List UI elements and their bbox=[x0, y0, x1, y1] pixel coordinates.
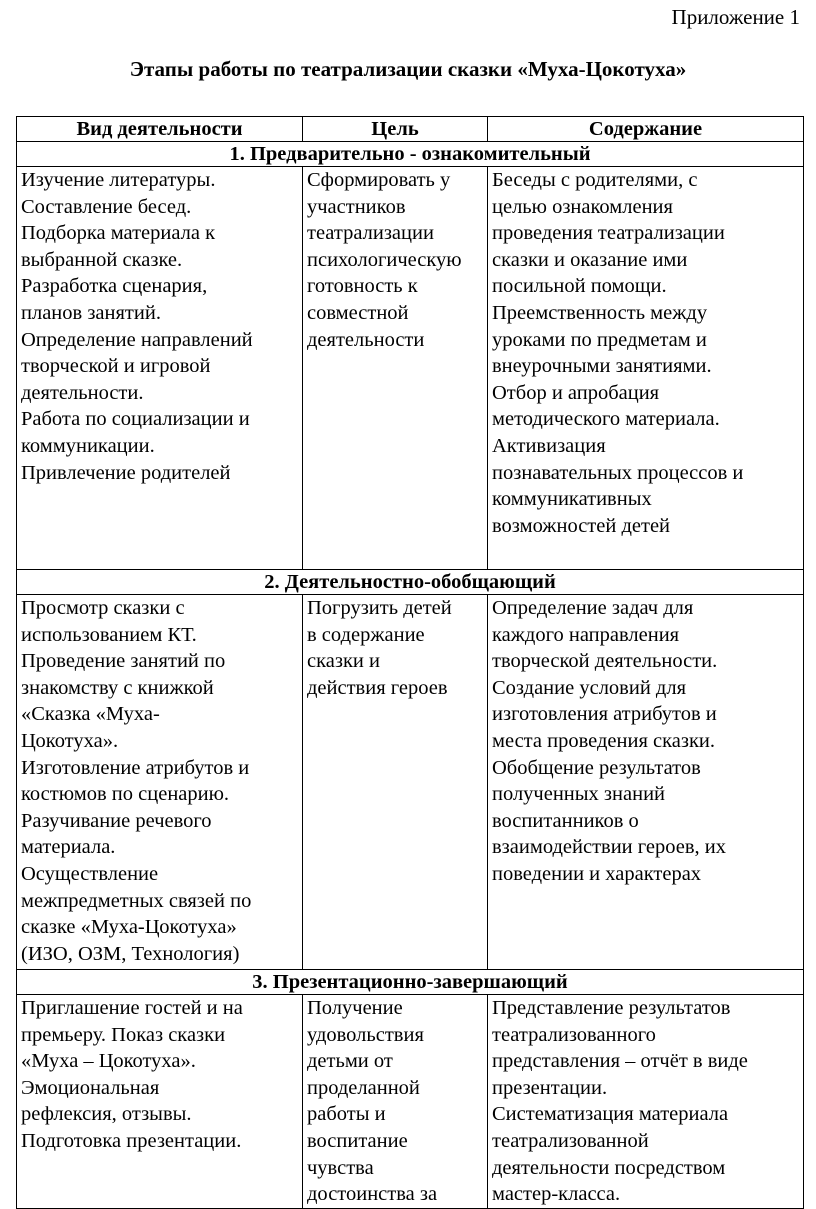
column-header-goal: Цель bbox=[303, 117, 488, 142]
goal-cell: Погрузить детей в содержание сказки и действия героев bbox=[303, 595, 488, 970]
table-row bbox=[17, 167, 804, 570]
stage-title-row bbox=[17, 142, 804, 167]
column-header-activity: Вид деятельности bbox=[17, 117, 303, 142]
content-cell: Беседы с родителями, с целью ознакомления проведения театрализации сказки и оказание ими посильной помощи. Преемственность между уроками по предметам и внеурочными занятиями. Отбор и апробация методического материала. Активизация познавательных процессов и коммуникативных возможностей детей bbox=[488, 167, 804, 570]
stage-title-row bbox=[17, 570, 804, 595]
content-cell: Представление результатов театрализованного представления – отчёт в виде презентации. Систематизация материала театрализованной деятельности посредством мастер-класса. bbox=[488, 995, 804, 1209]
table-row bbox=[17, 995, 804, 1209]
table-row bbox=[17, 595, 804, 970]
page-title: Этапы работы по театрализации сказки «Муха-Цокотуха» bbox=[129, 57, 687, 81]
stage-title: 3. Презентационно-завершающий bbox=[17, 970, 804, 995]
work-stages-table bbox=[16, 116, 804, 1209]
stage-title-row bbox=[17, 970, 804, 995]
table-header-row bbox=[17, 117, 804, 142]
column-header-content: Содержание bbox=[488, 117, 804, 142]
appendix-label: Приложение 1 bbox=[671, 5, 800, 29]
goal-cell: Сформировать у участников театрализации психологическую готовность к совместной деятельности bbox=[303, 167, 488, 570]
activity-cell: Приглашение гостей и на премьеру. Показ сказки «Муха – Цокотуха». Эмоциональная рефлексия, отзывы. Подготовка презентации. bbox=[17, 995, 303, 1209]
stage-title: 2. Деятельностно-обобщающий bbox=[17, 570, 804, 595]
content-cell: Определение задач для каждого направления творческой деятельности. Создание условий для изготовления атрибутов и места проведения сказки. Обобщение результатов полученных знаний воспитанников о взаимодействии героев, их поведении и характерах bbox=[488, 595, 804, 970]
goal-cell: Получение удовольствия детьми от проделанной работы и воспитание чувства достоинства за bbox=[303, 995, 488, 1209]
stage-title: 1. Предварительно - ознакомительный bbox=[17, 142, 804, 167]
activity-cell: Изучение литературы. Составление бесед. Подборка материала к выбранной сказке. Разработка сценария, планов занятий. Определение направлений творческой и игровой деятельности. Работа по социализации и коммуникации. Привлечение родителей bbox=[17, 167, 303, 570]
activity-cell: Просмотр сказки с использованием КТ. Проведение занятий по знакомству с книжкой «Сказка «Муха- Цокотуха». Изготовление атрибутов и костюмов по сценарию. Разучивание речевого материала. Осуществление межпредметных связей по сказке «Муха-Цокотуха» (ИЗО, ОЗМ, Технология) bbox=[17, 595, 303, 970]
